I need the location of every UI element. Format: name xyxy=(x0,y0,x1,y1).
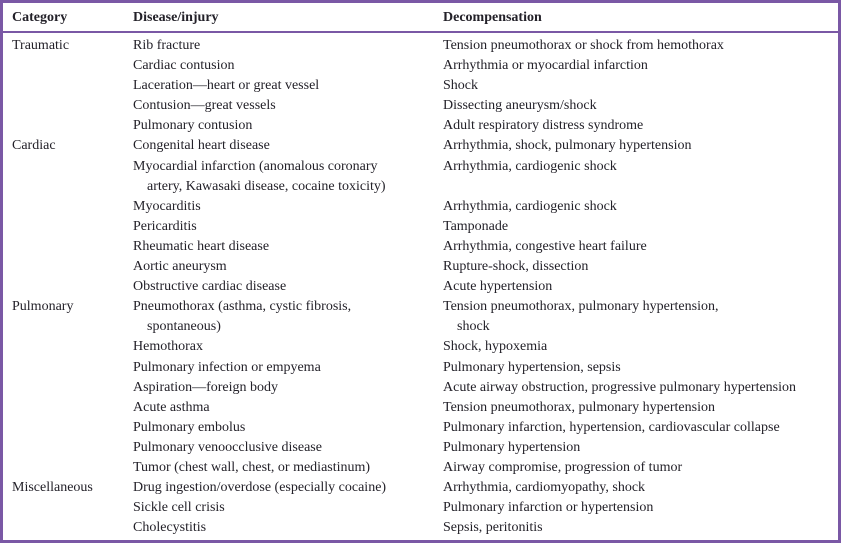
decompensation-cell xyxy=(443,478,838,498)
cell-line: Arrhythmia or myocardial infarction xyxy=(443,58,648,74)
disease-cell xyxy=(133,337,443,357)
cell-line: artery, Kawasaki disease, cocaine toxicity) xyxy=(147,178,386,194)
table-row xyxy=(3,116,838,136)
cell-line: Airway compromise, progression of tumor xyxy=(443,459,683,475)
table-row xyxy=(3,337,838,357)
decompensation-cell xyxy=(443,76,838,96)
cell-line: Obstructive cardiac disease xyxy=(133,279,287,295)
cell-line: Shock xyxy=(443,78,478,94)
disease-cell xyxy=(133,498,443,518)
disease-cell xyxy=(133,398,443,418)
cell-line: Pulmonary embolus xyxy=(133,419,246,435)
cell-line: Pneumothorax (asthma, cystic fibrosis, xyxy=(133,299,352,315)
decompensation-cell xyxy=(443,518,838,538)
table-row xyxy=(3,56,838,76)
disease-cell xyxy=(133,56,443,76)
disease-cell xyxy=(133,438,443,458)
cell-line: Aspiration—foreign body xyxy=(133,379,279,395)
table-row xyxy=(3,157,838,197)
cell-line: Tension pneumothorax or shock from hemothorax xyxy=(443,38,724,53)
cell-line: Shock, hypoxemia xyxy=(443,339,548,355)
cell-line: Pulmonary venoocclusive disease xyxy=(133,439,322,455)
disease-cell xyxy=(133,418,443,438)
cell-line: Rheumatic heart disease xyxy=(133,238,270,254)
cell-line: shock xyxy=(457,319,490,335)
disease-cell xyxy=(133,116,443,136)
cell-line: Adult respiratory distress syndrome xyxy=(443,118,644,134)
table-row xyxy=(3,76,838,96)
cell-line: Tension pneumothorax, pulmonary hypertension, xyxy=(443,299,719,315)
disease-cell xyxy=(133,36,443,56)
cell-line: Pulmonary contusion xyxy=(133,118,253,134)
disease-cell xyxy=(133,197,443,217)
cell-line: Pulmonary hypertension, sepsis xyxy=(443,359,621,375)
disease-cell xyxy=(133,518,443,538)
table-row xyxy=(3,197,838,217)
table-row xyxy=(3,277,838,297)
decompensation-cell xyxy=(443,458,838,478)
table-row xyxy=(3,257,838,277)
decompensation-cell xyxy=(443,498,838,518)
disease-cell xyxy=(133,217,443,237)
disease-cell xyxy=(133,277,443,297)
cell-line: Rupture-shock, dissection xyxy=(443,259,589,275)
cell-line: Drug ingestion/overdose (especially cocaine) xyxy=(133,480,387,496)
category-cell xyxy=(3,478,133,498)
table-row xyxy=(3,378,838,398)
decompensation-cell xyxy=(443,36,838,56)
decompensation-cell xyxy=(443,297,838,337)
cell-line: Pulmonary infarction, hypertension, cardiovascular collapse xyxy=(443,419,780,435)
table-row xyxy=(3,518,838,538)
disease-cell xyxy=(133,378,443,398)
decompensation-cell xyxy=(443,398,838,418)
cell-line: Hemothorax xyxy=(133,339,203,355)
table-row xyxy=(3,478,838,498)
disease-cell xyxy=(133,157,443,197)
decompensation-cell xyxy=(443,378,838,398)
table-row xyxy=(3,297,838,337)
table-row xyxy=(3,217,838,237)
decompensation-cell xyxy=(443,116,838,136)
table-row xyxy=(3,398,838,418)
cell-line: Traumatic xyxy=(12,38,70,53)
decompensation-cell xyxy=(443,358,838,378)
table-body xyxy=(3,33,838,538)
category-cell xyxy=(3,36,133,56)
cell-line: Pulmonary infarction or hypertension xyxy=(443,500,654,516)
table-row xyxy=(3,458,838,478)
decompensation-cell xyxy=(443,136,838,156)
decompensation-cell xyxy=(443,438,838,458)
disease-cell xyxy=(133,76,443,96)
decompensation-cell xyxy=(443,237,838,257)
cell-line: Cholecystitis xyxy=(133,520,207,536)
table-row xyxy=(3,237,838,257)
decompensation-cell xyxy=(443,418,838,438)
cell-line: Tumor (chest wall, chest, or mediastinum) xyxy=(133,459,371,475)
table-row xyxy=(3,96,838,116)
table-row xyxy=(3,498,838,518)
cell-line: Acute asthma xyxy=(133,399,210,415)
disease-cell xyxy=(133,358,443,378)
decompensation-cell xyxy=(443,56,838,76)
disease-cell xyxy=(133,478,443,498)
decompensation-cell xyxy=(443,337,838,357)
table-row xyxy=(3,418,838,438)
decompensation-cell xyxy=(443,96,838,116)
table-row xyxy=(3,438,838,458)
decompensation-cell xyxy=(443,257,838,277)
cell-line: Aortic aneurysm xyxy=(133,259,227,275)
cell-line: Myocarditis xyxy=(133,198,201,214)
cell-line: Pulmonary infection or empyema xyxy=(133,359,321,375)
disease-cell xyxy=(133,257,443,277)
cell-line: Arrhythmia, cardiogenic shock xyxy=(443,198,617,214)
cell-line: Arrhythmia, cardiogenic shock xyxy=(443,158,617,174)
cell-line: Sepsis, peritonitis xyxy=(443,520,543,536)
category-cell xyxy=(3,297,133,317)
cell-line: Acute airway obstruction, progressive pulmonary hypertension xyxy=(443,379,797,395)
header-decompensation: Decompensation xyxy=(443,10,542,26)
cell-line: Miscellaneous xyxy=(12,480,93,496)
cell-line: Congenital heart disease xyxy=(133,138,270,154)
cell-line: Acute hypertension xyxy=(443,279,553,295)
decompensation-cell xyxy=(443,197,838,217)
cell-line: Rib fracture xyxy=(133,38,201,53)
cell-line: Tension pneumothorax, pulmonary hypertension xyxy=(443,399,715,415)
disease-cell xyxy=(133,96,443,116)
cell-line: Dissecting aneurysm/shock xyxy=(443,98,597,114)
cell-line: Arrhythmia, congestive heart failure xyxy=(443,238,647,254)
decompensation-cell xyxy=(443,277,838,297)
table-row xyxy=(3,136,838,156)
cell-line: Laceration—heart or great vessel xyxy=(133,78,320,94)
cell-line: Pulmonary hypertension xyxy=(443,439,581,455)
table-row xyxy=(3,358,838,378)
table-row xyxy=(3,36,838,56)
cell-line: Myocardial infarction (anomalous coronary xyxy=(133,158,378,174)
cell-line: Arrhythmia, shock, pulmonary hypertension xyxy=(443,138,692,154)
disease-cell xyxy=(133,237,443,257)
cell-line: spontaneous) xyxy=(147,319,221,335)
cell-line: Tamponade xyxy=(443,218,509,234)
cell-line: Pericarditis xyxy=(133,218,197,234)
cell-line: Cardiac xyxy=(12,138,56,154)
cell-line: Cardiac contusion xyxy=(133,58,235,74)
cell-line: Arrhythmia, cardiomyopathy, shock xyxy=(443,480,646,496)
category-cell xyxy=(3,136,133,156)
cell-line: Pulmonary xyxy=(12,299,74,315)
decompensation-cell xyxy=(443,157,838,177)
decompensation-cell xyxy=(443,217,838,237)
header-disease: Disease/injury xyxy=(133,10,219,26)
header-category: Category xyxy=(12,10,68,26)
disease-cell xyxy=(133,297,443,337)
table-header-row xyxy=(3,3,838,33)
cell-line: Contusion—great vessels xyxy=(133,98,276,114)
disease-cell xyxy=(133,136,443,156)
disease-cell xyxy=(133,458,443,478)
cell-line: Sickle cell crisis xyxy=(133,500,225,516)
